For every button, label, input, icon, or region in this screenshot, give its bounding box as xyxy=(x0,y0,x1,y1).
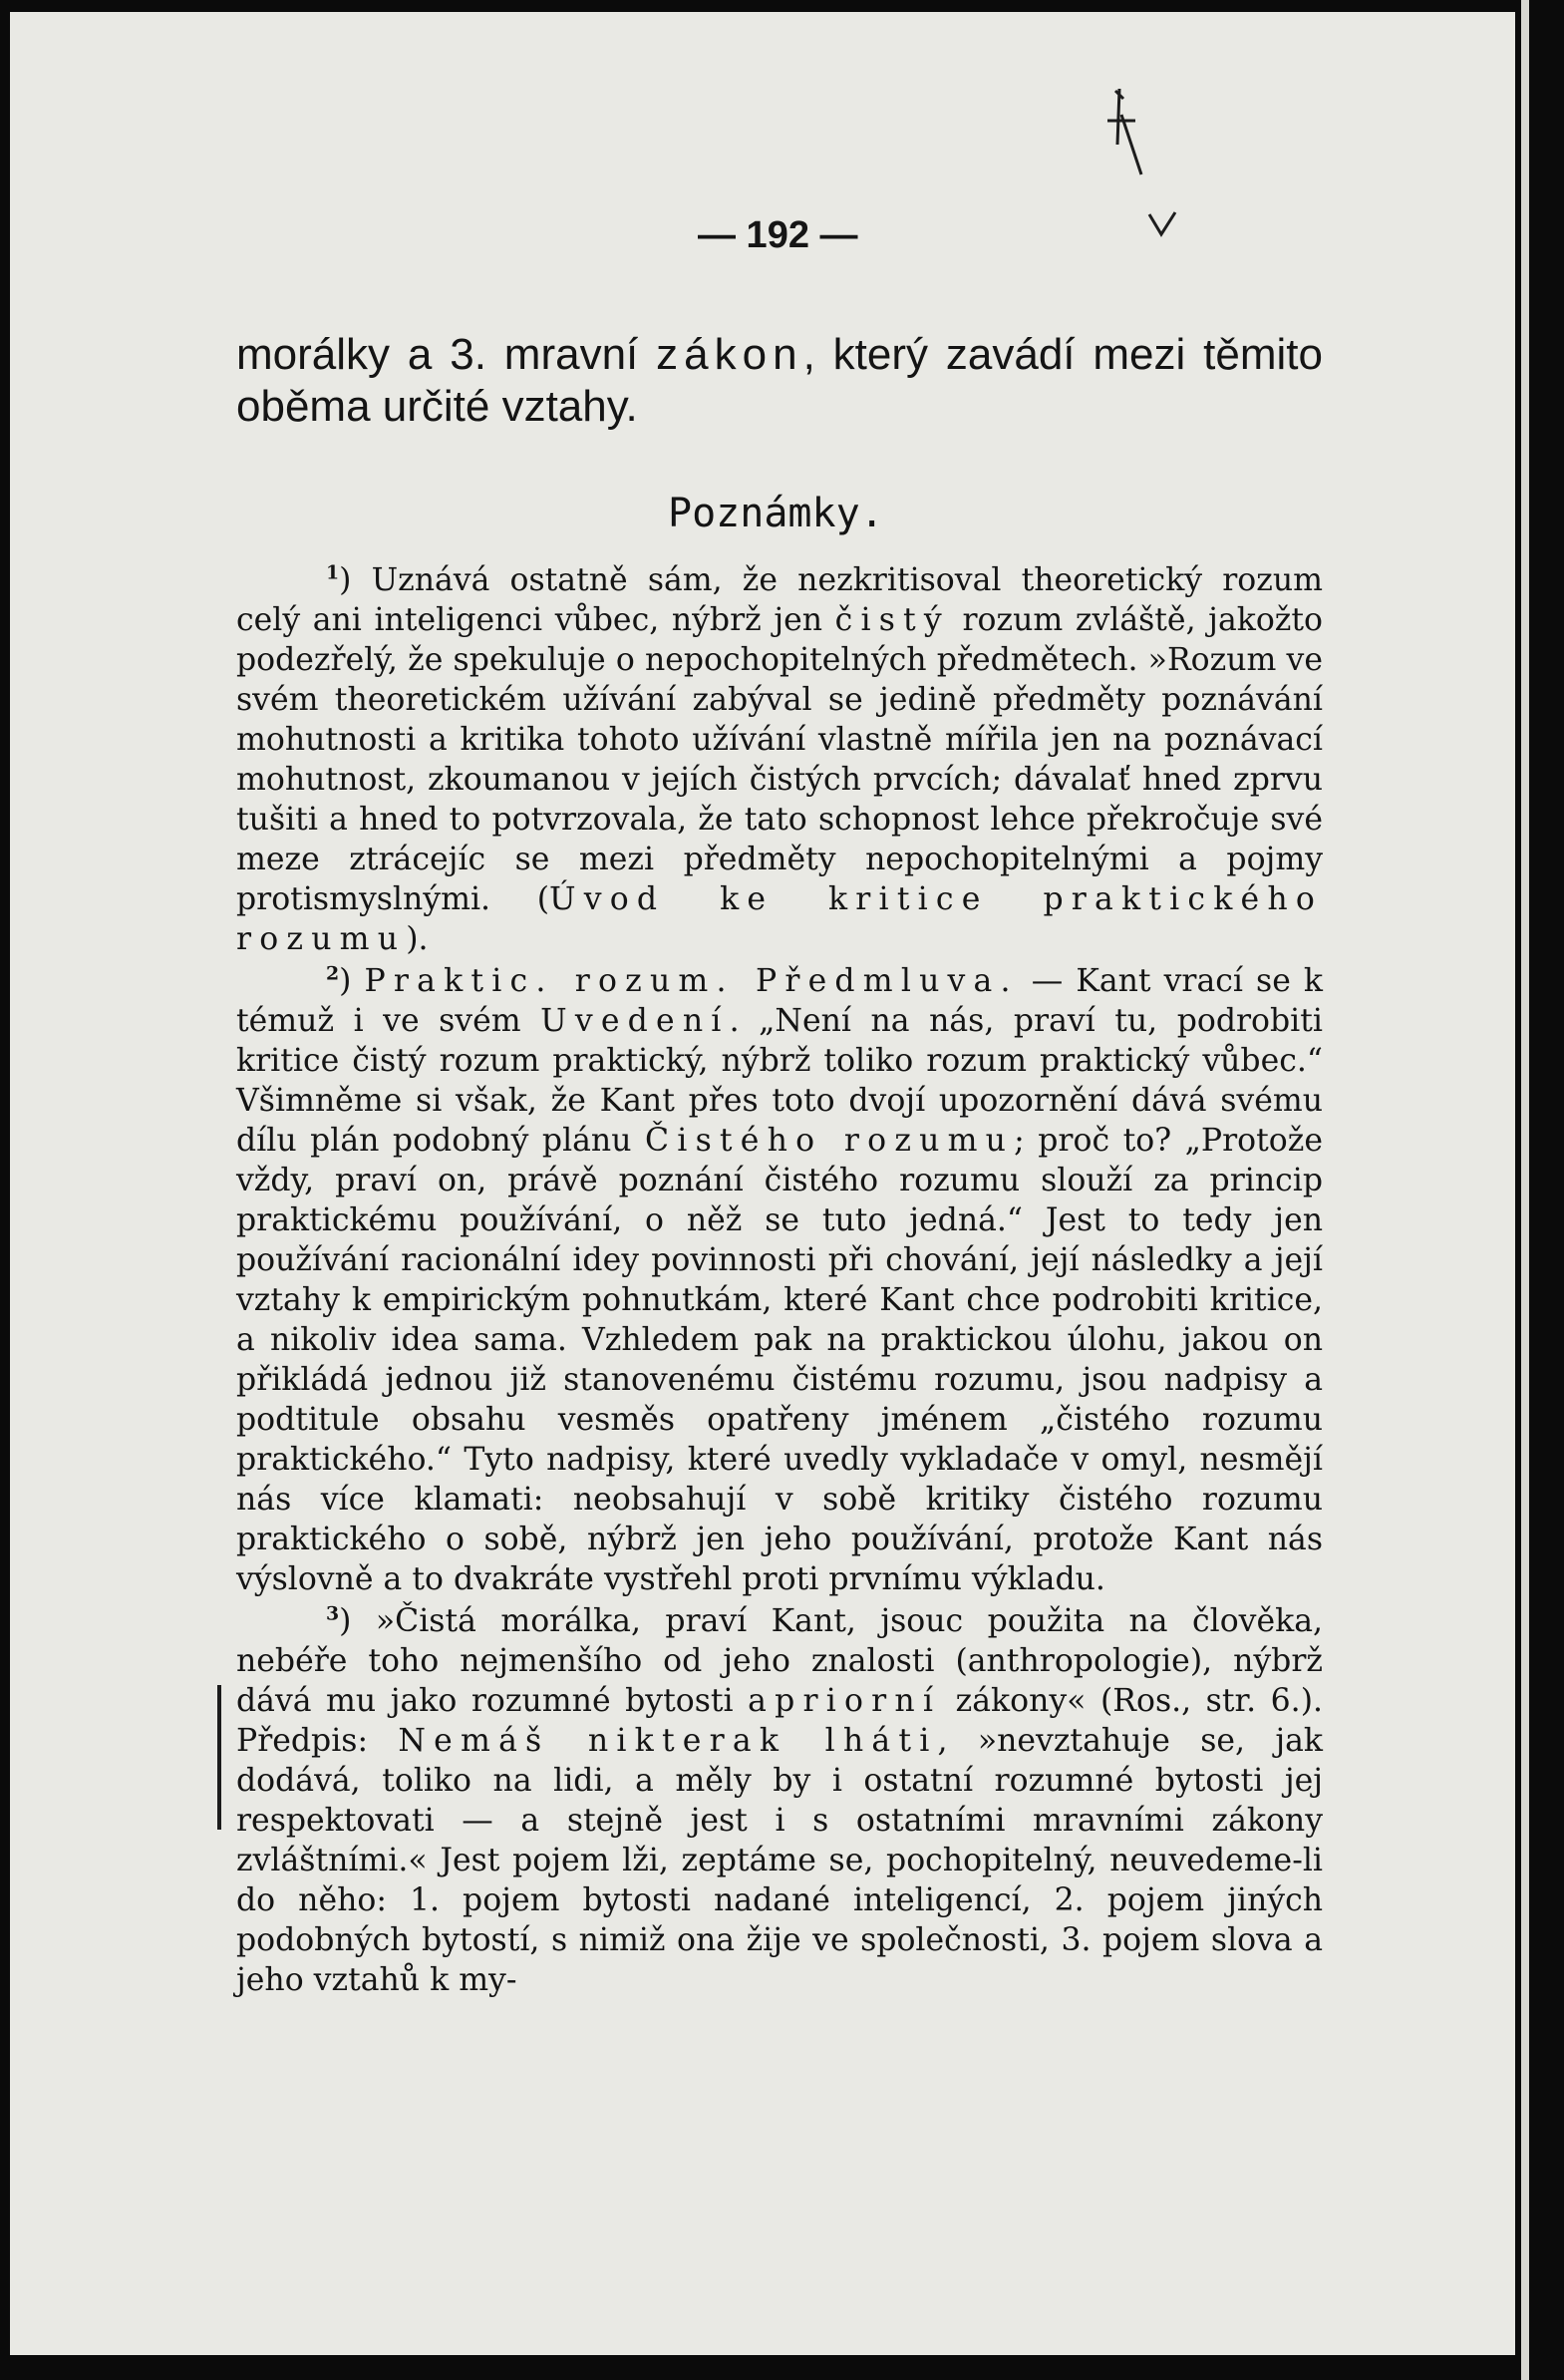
intro-emphasis: zákon xyxy=(656,330,803,379)
footnote-text: ) xyxy=(339,963,365,999)
footnote-marker: 3 xyxy=(326,1602,340,1625)
page-edge xyxy=(1521,0,1529,2380)
footnote-marker: 2 xyxy=(326,962,340,985)
footnote-2 xyxy=(236,961,1323,1599)
footnote-text: ) Uznává ostatně sám, že nezkritisoval theoretický rozum celý ani inteligenci vůbec, nýbrž jen xyxy=(236,562,1323,638)
footnote-text: ; proč to? „Protože vždy, praví on, právě poznání čistého rozumu slouží za princip praktickému používání, o něž se tuto jedná.“ Jest to tedy jen používání racionální idey povinnosti při chování, její následky a její vztahy k empirickým pohnutkám, které Kant chce podrobiti kritice, a nikoliv idea sama. Vzhledem pak na praktickou úlohu, jakou on přikládá jednou již stanovenému čistému rozumu, jsou nadpisy a podtitule obsahu vesměs opatřeny jménem „čistého rozumu praktického.“ Tyto nadpisy, které uvedly vykladače v omyl, nesmějí nás více klamati: neobsahují v sobě kritiky čistého rozumu praktického o sobě, nýbrž jen jeho používání, protože Kant nás výslovně a to dvakráte vystřehl proti prvnímu výkladu. xyxy=(236,1123,1323,1597)
footnote-emphasis: Úvod ke kritice praktického rozumu xyxy=(236,881,1323,957)
footnote-emphasis: Uvedení xyxy=(540,1003,730,1039)
footnote-emphasis: apriorní xyxy=(748,1683,942,1719)
footnote-emphasis: Nemáš nikterak lháti xyxy=(398,1723,938,1759)
footnote-text: . „Není na nás, praví tu, podrobiti kritice čistý rozum praktický, nýbrž toliko rozum praktický vůbec.“ Všimněme si však, že Kant přes toto dvojí upozornění dává svému dílu plán podobný plánu xyxy=(236,1003,1323,1159)
footnote-text: rozum zvláště, jakožto podezřelý, že spekuluje o nepochopitelných předmětech. »Rozum ve svém theoretickém užívání zabýval se jedině předměty poznávání mohutnosti a kritika tohoto užívání vlastně mířila jen na poznávací mohutnost, zkoumanou v jejích čistých prvcích; dávalať hned zprvu tušiti a hned to potvrzovala, že tato schopnost lehce překročuje své meze ztrácejíc se mezi předměty nepochopitelnými a pojmy protismyslnými. ( xyxy=(236,602,1323,917)
footnote-text: , »nevztahuje se, jak dodává, toliko na lidi, a měly by i ostatní rozumné bytosti jej respektovati — a stejně jest i s ostatními mravními zákony zvláštními.« Jest pojem lži, zeptáme se, pochopitelný, neuvedeme-li do něho: 1. pojem bytosti nadané inteligencí, 2. pojem jiných podobných bytostí, s nimiž ona žije ve společnosti, 3. pojem slova a jeho vztahů k my- xyxy=(236,1723,1323,1998)
intro-text: morálky a 3. mravní xyxy=(236,330,657,379)
footnotes xyxy=(236,560,1323,2002)
footnote-3 xyxy=(236,1601,1323,2000)
pencil-annotation xyxy=(1101,85,1191,244)
footnote-text: zákony« (Ros., str. 6.). Předpis: xyxy=(236,1683,1323,1759)
footnote-text: — Kant vrací se k témuž i ve svém xyxy=(236,963,1323,1039)
footnote-emphasis: Praktic. rozum. Předmluva. xyxy=(364,963,1019,999)
footnote-emphasis: Čistého rozumu xyxy=(645,1123,1015,1159)
footnote-emphasis: čistý xyxy=(834,602,950,638)
footnote-text: ) »Čistá morálka, praví Kant, jsouc použita na člověka, nebéře toho nejmenšího od jeho znalosti (anthropologie), nýbrž dává mu jako rozumné bytosti xyxy=(236,1603,1323,1719)
footnote-1 xyxy=(236,560,1323,959)
footnote-marker: 1 xyxy=(326,561,340,584)
intro-paragraph xyxy=(236,329,1323,433)
footnote-text: ). xyxy=(406,921,429,957)
notes-heading: Poznámky. xyxy=(668,491,884,536)
page-number: — 192 — xyxy=(698,214,858,256)
margin-mark xyxy=(217,1685,221,1830)
intro-text-end: , který zavádí mezi těmito oběma určité vztahy. xyxy=(236,330,1323,431)
